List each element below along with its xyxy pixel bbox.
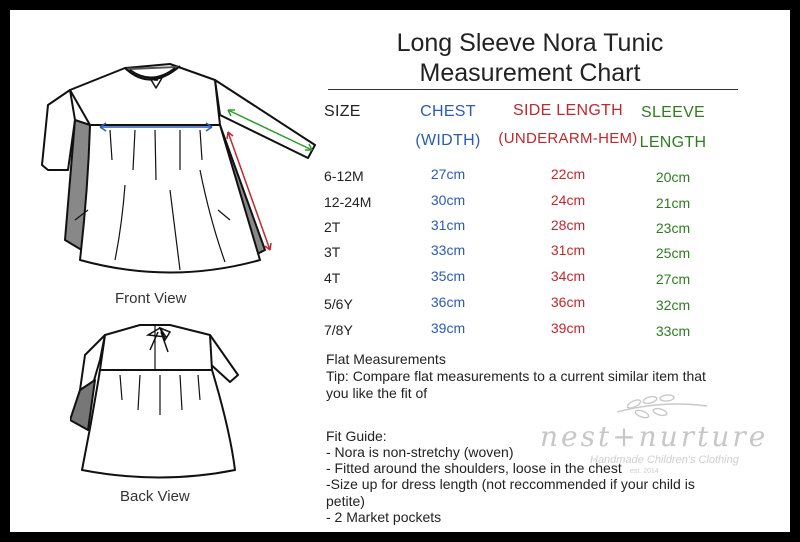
header-sleeve: SLEEVE (640, 104, 706, 121)
logo-wordmark: nest+nurture (540, 420, 769, 453)
logo-tagline: Handmade Children's Clothing (590, 454, 739, 466)
chest-cell: 36cm (430, 294, 466, 310)
back-view-illustration (70, 320, 250, 485)
front-view-label: Front View (115, 290, 187, 307)
side-cell: 24cm (550, 192, 586, 208)
sleeve-cell: 21cm (655, 195, 691, 211)
side-cell: 36cm (550, 294, 586, 310)
sleeve-cell: 27cm (655, 271, 691, 287)
title-divider (328, 89, 738, 90)
size-cell: 7/8Y (324, 322, 353, 338)
chart-title-line1: Long Sleeve Nora Tunic (396, 29, 664, 57)
sleeve-cell: 32cm (655, 297, 691, 313)
sleeve-cell: 23cm (655, 220, 691, 236)
header-chest: CHEST (420, 103, 476, 120)
size-cell: 5/6Y (324, 296, 353, 312)
header-size: SIZE (324, 103, 361, 120)
side-cell: 28cm (550, 217, 586, 233)
chest-cell: 30cm (430, 192, 466, 208)
list-item: - Fitted around the shoulders, loose in the chest (326, 460, 622, 476)
header-side-sub: (UNDERARM-HEM) (498, 130, 638, 147)
tip-note: Tip: Compare flat measurements to a current similar item that you like the fit of (326, 368, 706, 401)
header-chest-sub: (WIDTH) (415, 132, 481, 149)
header-side: SIDE LENGTH (513, 102, 623, 119)
chest-cell: 27cm (430, 166, 466, 182)
sleeve-cell: 33cm (655, 323, 691, 339)
chart-title-line2: Measurement Chart (419, 59, 641, 87)
chart-sheet (10, 10, 790, 532)
side-cell: 31cm (550, 242, 586, 258)
flat-measurements-note: Flat Measurements (326, 351, 446, 367)
list-item: - 2 Market pockets (326, 509, 442, 525)
chest-cell: 35cm (430, 268, 466, 284)
side-cell: 22cm (550, 166, 586, 182)
header-sleeve-sub: LENGTH (639, 134, 707, 151)
size-cell: 3T (324, 244, 341, 260)
sleeve-cell: 25cm (655, 245, 691, 261)
sleeve-cell: 20cm (655, 169, 691, 185)
size-cell: 4T (324, 270, 341, 286)
chest-cell: 33cm (430, 242, 466, 258)
size-cell: 6-12M (324, 168, 364, 184)
front-view-illustration (30, 50, 330, 295)
chest-cell: 39cm (430, 320, 466, 336)
chest-cell: 31cm (430, 217, 466, 233)
back-view-label: Back View (120, 488, 190, 505)
fit-guide-title: Fit Guide: (326, 428, 387, 444)
size-cell: 2T (324, 219, 341, 235)
size-cell: 12-24M (324, 194, 372, 210)
logo-est: est. 2014 (630, 468, 659, 475)
list-item: - Nora is non-stretchy (woven) (326, 444, 514, 460)
side-cell: 34cm (550, 268, 586, 284)
list-item: -Size up for dress length (not reccommended if your child is petite) (326, 476, 695, 509)
side-cell: 39cm (550, 320, 586, 336)
